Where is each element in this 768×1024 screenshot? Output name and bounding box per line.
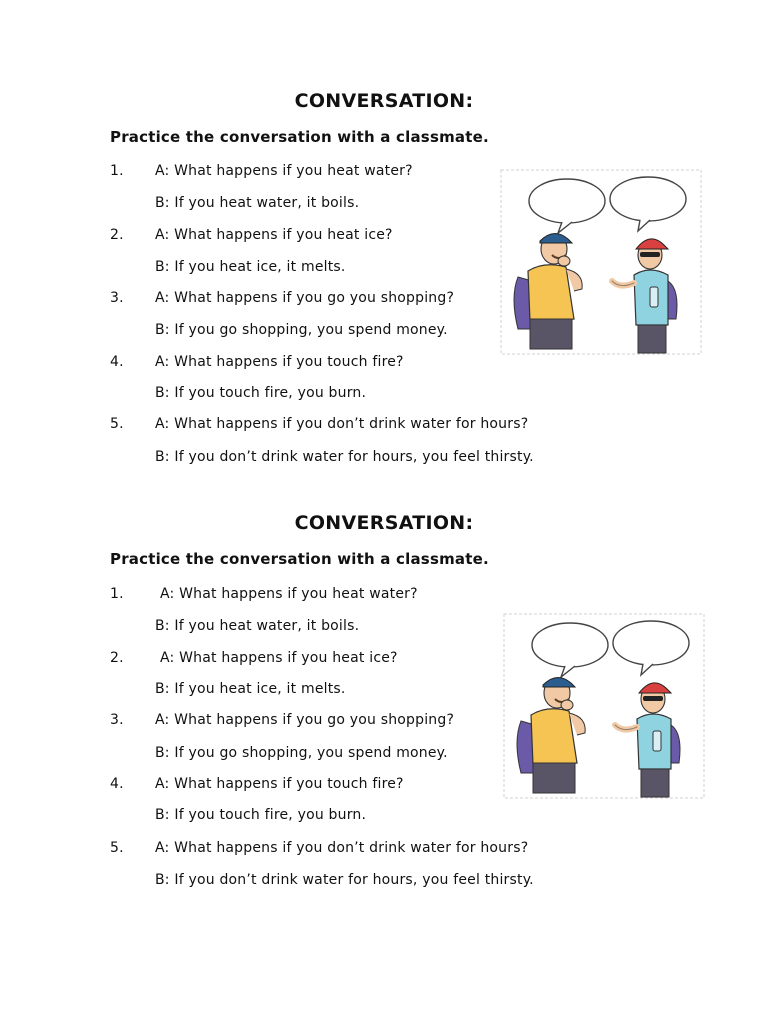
speaker-a-line: A: What happens if you don’t drink water for hours? xyxy=(155,840,529,856)
conversation-section-2 xyxy=(0,508,768,928)
speaker-b-line: B: If you touch fire, you burn. xyxy=(155,385,367,401)
two-people-talking-illustration xyxy=(503,613,705,799)
item-number: 4. xyxy=(110,354,124,370)
section-instructions: Practice the conversation with a classmate. xyxy=(110,128,489,146)
item-number: 4. xyxy=(110,776,124,792)
speaker-a-line: A: What happens if you go you shopping? xyxy=(155,290,455,306)
speaker-b-line: B: If you don’t drink water for hours, you feel thirsty. xyxy=(155,872,534,888)
section-title: CONVERSATION: xyxy=(294,512,474,534)
item-number: 2. xyxy=(110,650,124,666)
speaker-a-line: A: What happens if you heat ice? xyxy=(155,227,393,243)
speaker-a-line: A: What happens if you touch fire? xyxy=(155,354,404,370)
speaker-a-line: A: What happens if you heat ice? xyxy=(160,650,398,666)
item-number: 5. xyxy=(110,416,124,432)
speaker-b-line: B: If you go shopping, you spend money. xyxy=(155,322,448,338)
item-number: 1. xyxy=(110,163,124,179)
section-title: CONVERSATION: xyxy=(294,90,474,112)
item-number: 3. xyxy=(110,712,124,728)
speaker-b-line: B: If you go shopping, you spend money. xyxy=(155,745,448,761)
speaker-a-line: A: What happens if you heat water? xyxy=(155,163,413,179)
speaker-a-line: A: What happens if you don’t drink water for hours? xyxy=(155,416,529,432)
speaker-b-line: B: If you don’t drink water for hours, you feel thirsty. xyxy=(155,449,534,465)
speaker-b-line: B: If you heat ice, it melts. xyxy=(155,259,346,275)
conversation-section-1 xyxy=(0,86,768,506)
item-number: 3. xyxy=(110,290,124,306)
item-number: 1. xyxy=(110,586,124,602)
speaker-b-line: B: If you touch fire, you burn. xyxy=(155,807,367,823)
two-people-talking-illustration xyxy=(500,169,702,355)
section-instructions: Practice the conversation with a classmate. xyxy=(110,550,489,568)
speaker-b-line: B: If you heat ice, it melts. xyxy=(155,681,346,697)
item-number: 2. xyxy=(110,227,124,243)
speaker-a-line: A: What happens if you touch fire? xyxy=(155,776,404,792)
speaker-b-line: B: If you heat water, it boils. xyxy=(155,618,360,634)
speaker-a-line: A: What happens if you heat water? xyxy=(160,586,418,602)
item-number: 5. xyxy=(110,840,124,856)
speaker-b-line: B: If you heat water, it boils. xyxy=(155,195,360,211)
speaker-a-line: A: What happens if you go you shopping? xyxy=(155,712,455,728)
